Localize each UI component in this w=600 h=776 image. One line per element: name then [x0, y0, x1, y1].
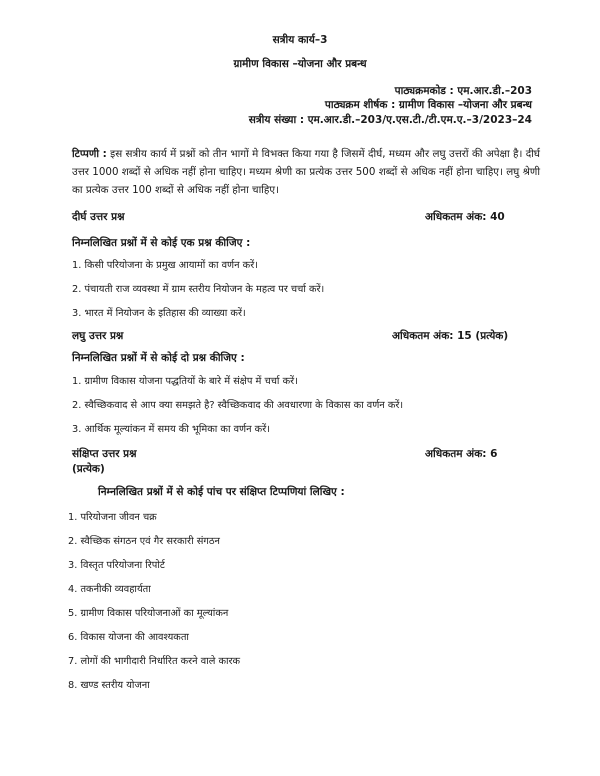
list-item: 5. ग्रामीण विकास परियोजनाओं का मूल्यांकन [68, 608, 229, 619]
list-item: 1. परियोजना जीवन चक्र [68, 512, 157, 523]
section-heading-brief: संक्षिप्त उत्तर प्रश्न [72, 448, 137, 460]
assignment-subtitle: ग्रामीण विकास –योजना और प्रबन्ध [233, 58, 367, 70]
course-title: पाठ्यक्रम शीर्षक : ग्रामीण विकास –योजना और प्रबन्ध [324, 99, 532, 111]
section-marks-short: अधिकतम अंक: 15 (प्रत्येक) [392, 330, 509, 342]
list-item: 7. लोगों की भागीदारी निर्धारित करने वाले कारक [68, 656, 241, 667]
list-item: 2. पंचायती राज व्यवस्था में ग्राम स्तरीय नियोजन के महत्व पर चर्चा करें। [72, 284, 325, 295]
section-instruction-brief: निम्नलिखित प्रश्नों में से कोई पांच पर संक्षिप्त टिप्पणियां लिखिए : [98, 486, 345, 498]
list-item: 4. तकनीकी व्यवहार्यता [68, 584, 151, 595]
section-instruction-short: निम्नलिखित प्रश्नों में से कोई दो प्रश्न कीजिए : [72, 352, 245, 364]
note-text: इस सत्रीय कार्य में प्रश्नों को तीन भागों मे विभक्त किया गया है जिसमें दीर्घ, मध्यम और लघु उत्तरों की अपेक्षा है। दीर्घ उत्तर 1000 शब्दों से अधिक नहीं होना चाहिए। मध्यम श्रेणी का प्रत्येक उत्तर 500 शब्दों से अधिक नहीं होना चाहिए। लघु श्रेणी का प्रत्येक उत्तर 100 शब्दों से अधिक नहीं होना चाहिए। [72, 148, 540, 197]
list-item: 3. आर्थिक मूल्यांकन में समय की भूमिका का वर्णन करें। [72, 424, 270, 435]
list-item: 3. विस्तृत परियोजना रिपोर्ट [68, 560, 165, 571]
assignment-title: सत्रीय कार्य–3 [272, 34, 328, 46]
section-marks-brief: अधिकतम अंक: 6 [425, 448, 498, 460]
list-item: 3. भारत में नियोजन के इतिहास की व्याख्या करें। [72, 308, 246, 319]
list-item: 2. स्वैच्छिकवाद से आप क्या समझते है? स्वैच्छिकवाद की अवधारणा के विकास का वर्णन करें। [72, 400, 404, 411]
list-item: 2. स्वैच्छिक संगठन एवं गैर सरकारी संगठन [68, 536, 220, 547]
section-instruction-long: निम्नलिखित प्रश्नों में से कोई एक प्रश्न कीजिए : [72, 237, 251, 249]
list-item: 6. विकास योजना की आवश्यकता [68, 632, 189, 643]
assignment-number: सत्रीय संख्या : एम.आर.डी.–203/ए.एस.टी./टी.एम.ए.–3/2023–24 [248, 114, 532, 126]
section-heading-short: लघु उत्तर प्रश्न [72, 330, 124, 342]
section-marks-suffix: (प्रत्येक) [72, 463, 105, 475]
list-item: 1. किसी परियोजना के प्रमुख आयामों का वर्णन करें। [72, 260, 258, 271]
list-item: 1. ग्रामीण विकास योजना पद्धतियों के बारे में संक्षेप में चर्चा करें। [72, 376, 298, 387]
note-label: टिप्पणी : [72, 148, 107, 160]
section-marks-long: अधिकतम अंक: 40 [425, 211, 505, 223]
course-code: पाठ्यक्रमकोड : एम.आर.डी.–203 [394, 85, 532, 97]
section-heading-long: दीर्घ उत्तर प्रश्न [72, 211, 125, 223]
list-item: 8. खण्ड स्तरीय योजना [68, 680, 150, 691]
note-paragraph [72, 145, 540, 200]
